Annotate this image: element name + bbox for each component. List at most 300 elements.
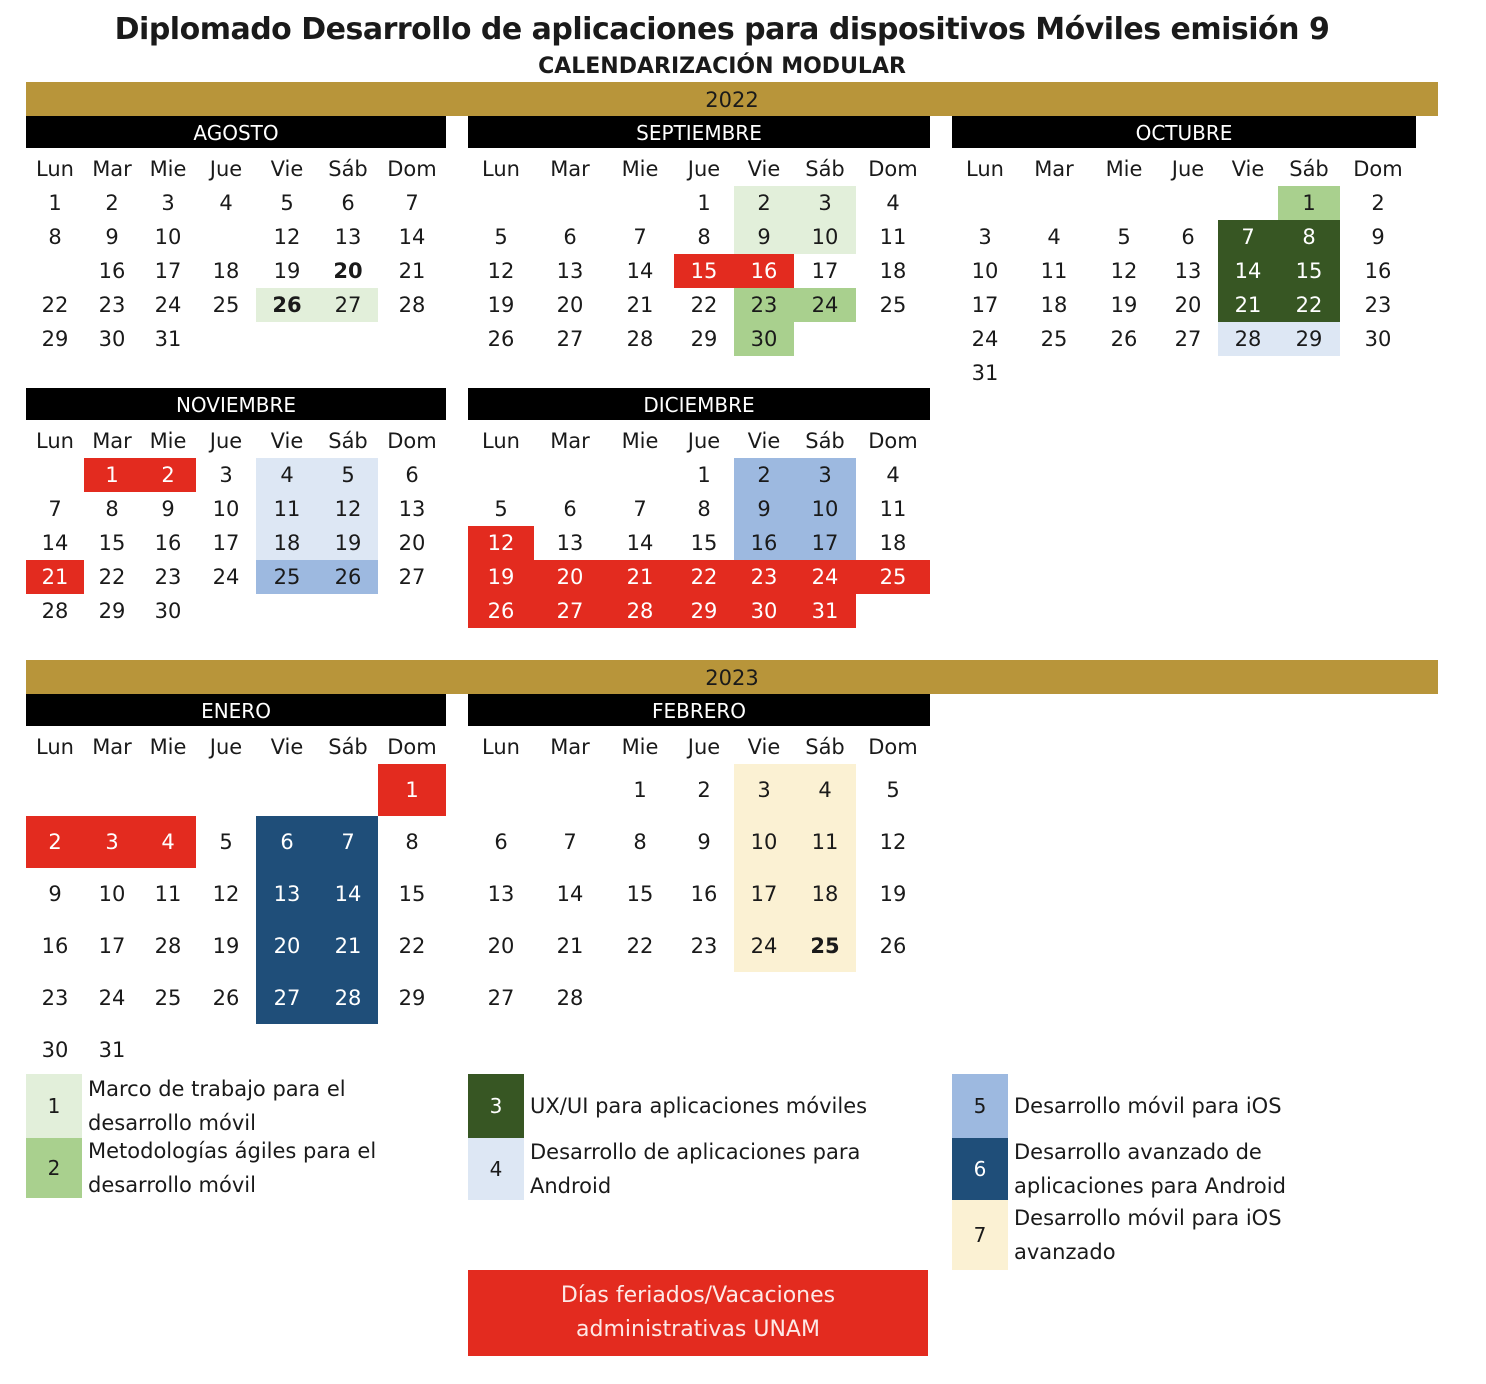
day-cell: 14 bbox=[626, 531, 654, 555]
day-cell: 23 bbox=[690, 934, 718, 958]
month-header-octubre: OCTUBRE bbox=[952, 116, 1416, 148]
day-cell: 5 bbox=[494, 225, 508, 249]
day-cell: 22 bbox=[398, 934, 426, 958]
legend-text bbox=[530, 1089, 867, 1123]
day-cell: 7 bbox=[318, 816, 378, 868]
day-cell: 27 bbox=[256, 972, 318, 1024]
day-cell: 8 bbox=[697, 225, 711, 249]
day-cell: 14 bbox=[556, 882, 584, 906]
day-header-agosto: Sáb bbox=[328, 157, 368, 181]
day-header-octubre: Mar bbox=[1034, 157, 1074, 181]
day-cell: 23 bbox=[98, 293, 126, 317]
day-cell bbox=[856, 594, 930, 628]
day-cell: 18 bbox=[256, 526, 318, 560]
day-cell: 16 bbox=[1364, 259, 1392, 283]
day-cell: 22 bbox=[674, 560, 734, 594]
day-cell: 1 bbox=[1278, 186, 1340, 220]
day-cell bbox=[26, 764, 84, 816]
legend-item-7 bbox=[952, 1200, 1412, 1270]
day-cell: 6 bbox=[341, 191, 355, 215]
day-header-febrero: Mar bbox=[550, 735, 590, 759]
day-cell bbox=[378, 322, 446, 356]
legend-text-line: desarrollo móvil bbox=[88, 1111, 256, 1135]
day-cell bbox=[468, 186, 534, 220]
day-cell bbox=[196, 594, 256, 628]
year-bar-2022: 2022 bbox=[26, 82, 1438, 116]
day-cell: 13 bbox=[256, 868, 318, 920]
day-cell: 3 bbox=[794, 186, 856, 220]
legend-text-line: avanzado bbox=[1014, 1240, 1116, 1264]
day-cell: 28 bbox=[606, 594, 674, 628]
day-cell: 12 bbox=[212, 882, 240, 906]
day-cell: 28 bbox=[626, 327, 654, 351]
legend-text-line: desarrollo móvil bbox=[88, 1173, 256, 1197]
day-cell: 14 bbox=[1218, 254, 1278, 288]
day-header-septiembre: Jue bbox=[687, 157, 721, 181]
day-cell: 21 bbox=[398, 259, 426, 283]
day-cell: 17 bbox=[794, 526, 856, 560]
day-cell: 3 bbox=[978, 225, 992, 249]
day-cell bbox=[378, 1024, 446, 1076]
holiday-legend-line-2: administrativas UNAM bbox=[576, 1317, 820, 1342]
legend-text-line: Desarrollo avanzado de bbox=[1014, 1140, 1262, 1164]
day-cell: 20 bbox=[398, 531, 426, 555]
legend-swatch: 6 bbox=[952, 1138, 1008, 1200]
legend-swatch: 5 bbox=[952, 1074, 1008, 1138]
legend-text bbox=[88, 1072, 346, 1140]
day-header-septiembre: Sáb bbox=[805, 157, 845, 181]
day-cell: 7 bbox=[563, 830, 577, 854]
day-cell bbox=[1278, 356, 1340, 390]
day-cell: 17 bbox=[98, 934, 126, 958]
day-cell: 24 bbox=[971, 327, 999, 351]
day-cell: 31 bbox=[971, 361, 999, 385]
day-cell bbox=[1218, 186, 1278, 220]
month-header-noviembre: NOVIEMBRE bbox=[26, 388, 446, 420]
day-header-septiembre: Dom bbox=[868, 157, 918, 181]
page-title: Diplomado Desarrollo de aplicaciones para dispositivos Móviles emisión 9 bbox=[114, 12, 1330, 47]
day-header-agosto: Lun bbox=[36, 157, 74, 181]
day-cell: 21 bbox=[26, 560, 84, 594]
day-cell: 12 bbox=[468, 526, 534, 560]
day-cell bbox=[256, 322, 318, 356]
day-cell: 3 bbox=[84, 816, 140, 868]
day-cell: 14 bbox=[398, 225, 426, 249]
day-cell: 27 bbox=[1174, 327, 1202, 351]
day-cell: 6 bbox=[494, 830, 508, 854]
legend-text-line: aplicaciones para Android bbox=[1014, 1174, 1286, 1198]
day-cell: 28 bbox=[556, 986, 584, 1010]
day-cell: 8 bbox=[48, 225, 62, 249]
day-header-febrero: Vie bbox=[747, 735, 781, 759]
day-cell: 7 bbox=[1218, 220, 1278, 254]
day-cell bbox=[1018, 186, 1090, 220]
day-cell bbox=[468, 764, 534, 816]
legend-text bbox=[530, 1135, 860, 1203]
day-cell: 4 bbox=[140, 816, 196, 868]
day-cell: 18 bbox=[879, 531, 907, 555]
legend-text-line: Marco de trabajo para el bbox=[88, 1077, 346, 1101]
day-cell bbox=[140, 764, 196, 816]
day-header-enero: Mar bbox=[92, 735, 132, 759]
day-cell: 4 bbox=[886, 463, 900, 487]
day-cell: 4 bbox=[794, 764, 856, 816]
day-cell: 8 bbox=[405, 830, 419, 854]
day-cell: 9 bbox=[105, 225, 119, 249]
holiday-legend-line-1: Días feriados/Vacaciones bbox=[560, 1283, 836, 1308]
month-header-febrero: FEBRERO bbox=[468, 694, 930, 726]
day-cell: 17 bbox=[811, 259, 839, 283]
day-cell: 20 bbox=[1174, 293, 1202, 317]
day-cell: 2 bbox=[140, 458, 196, 492]
day-cell bbox=[196, 322, 256, 356]
day-cell: 5 bbox=[494, 497, 508, 521]
day-cell bbox=[734, 972, 794, 1024]
day-cell: 15 bbox=[674, 254, 734, 288]
day-cell: 6 bbox=[1181, 225, 1195, 249]
day-cell: 9 bbox=[697, 830, 711, 854]
day-cell: 19 bbox=[468, 560, 534, 594]
day-header-febrero: Mie bbox=[621, 735, 659, 759]
day-cell bbox=[256, 764, 318, 816]
legend-text bbox=[88, 1134, 376, 1202]
day-cell bbox=[378, 594, 446, 628]
day-cell: 25 bbox=[212, 293, 240, 317]
day-cell bbox=[794, 322, 856, 356]
day-cell: 15 bbox=[626, 882, 654, 906]
day-cell: 15 bbox=[398, 882, 426, 906]
day-cell bbox=[606, 458, 674, 492]
day-cell bbox=[196, 220, 256, 254]
day-header-enero: Vie bbox=[270, 735, 304, 759]
day-cell: 27 bbox=[318, 288, 378, 322]
day-cell: 1 bbox=[697, 463, 711, 487]
day-cell bbox=[606, 186, 674, 220]
day-cell: 11 bbox=[154, 882, 182, 906]
day-cell: 19 bbox=[487, 293, 515, 317]
day-cell: 26 bbox=[468, 594, 534, 628]
legend-text-line: Desarrollo móvil para iOS bbox=[1014, 1206, 1282, 1230]
day-cell: 31 bbox=[794, 594, 856, 628]
legend-swatch: 7 bbox=[952, 1200, 1008, 1270]
day-cell: 15 bbox=[690, 531, 718, 555]
day-cell bbox=[1090, 356, 1158, 390]
day-cell: 14 bbox=[626, 259, 654, 283]
legend-item-3 bbox=[468, 1074, 928, 1138]
day-cell: 5 bbox=[280, 191, 294, 215]
month-header-diciembre: DICIEMBRE bbox=[468, 388, 930, 420]
day-cell: 28 bbox=[41, 599, 69, 623]
day-cell: 20 bbox=[333, 259, 363, 283]
day-cell: 18 bbox=[212, 259, 240, 283]
day-cell: 4 bbox=[219, 191, 233, 215]
day-cell: 29 bbox=[98, 599, 126, 623]
legend-text-line: Desarrollo de aplicaciones para bbox=[530, 1140, 861, 1164]
day-cell: 16 bbox=[734, 254, 794, 288]
day-cell: 5 bbox=[1117, 225, 1131, 249]
day-header-noviembre: Lun bbox=[36, 429, 74, 453]
day-cell: 26 bbox=[256, 288, 318, 322]
day-cell: 19 bbox=[318, 526, 378, 560]
day-cell: 19 bbox=[212, 934, 240, 958]
day-cell: 24 bbox=[734, 920, 794, 972]
day-cell: 9 bbox=[1371, 225, 1385, 249]
day-cell: 8 bbox=[105, 497, 119, 521]
legend-text bbox=[1014, 1135, 1286, 1203]
day-cell: 9 bbox=[48, 882, 62, 906]
day-cell: 25 bbox=[856, 560, 930, 594]
day-cell: 7 bbox=[405, 191, 419, 215]
day-cell: 10 bbox=[98, 882, 126, 906]
day-cell: 10 bbox=[212, 497, 240, 521]
day-cell bbox=[534, 186, 606, 220]
day-cell: 14 bbox=[41, 531, 69, 555]
day-cell: 29 bbox=[398, 986, 426, 1010]
day-cell: 28 bbox=[154, 934, 182, 958]
day-cell: 19 bbox=[879, 882, 907, 906]
legend-item-2 bbox=[26, 1138, 486, 1198]
day-cell: 25 bbox=[1040, 327, 1068, 351]
day-cell: 17 bbox=[734, 868, 794, 920]
day-header-octubre: Sáb bbox=[1289, 157, 1329, 181]
day-cell: 12 bbox=[487, 259, 515, 283]
day-cell: 26 bbox=[1110, 327, 1138, 351]
day-header-agosto: Mar bbox=[92, 157, 132, 181]
day-header-febrero: Dom bbox=[868, 735, 918, 759]
day-cell: 18 bbox=[1040, 293, 1068, 317]
day-cell: 30 bbox=[1364, 327, 1392, 351]
day-cell: 22 bbox=[1278, 288, 1340, 322]
day-cell bbox=[140, 1024, 196, 1076]
day-cell bbox=[1158, 186, 1218, 220]
day-cell: 27 bbox=[398, 565, 426, 589]
day-cell: 22 bbox=[41, 293, 69, 317]
day-cell: 29 bbox=[674, 594, 734, 628]
day-header-diciembre: Mar bbox=[550, 429, 590, 453]
day-cell: 12 bbox=[879, 830, 907, 854]
day-cell bbox=[318, 764, 378, 816]
day-cell: 6 bbox=[563, 497, 577, 521]
day-header-agosto: Dom bbox=[387, 157, 437, 181]
day-cell: 26 bbox=[487, 327, 515, 351]
day-cell: 27 bbox=[487, 986, 515, 1010]
day-cell: 30 bbox=[41, 1038, 69, 1062]
day-cell bbox=[534, 458, 606, 492]
day-header-diciembre: Mie bbox=[621, 429, 659, 453]
day-cell: 4 bbox=[256, 458, 318, 492]
day-cell bbox=[856, 972, 930, 1024]
day-cell: 6 bbox=[563, 225, 577, 249]
day-cell: 7 bbox=[633, 225, 647, 249]
day-header-febrero: Sáb bbox=[805, 735, 845, 759]
day-cell: 6 bbox=[256, 816, 318, 868]
day-cell bbox=[256, 1024, 318, 1076]
day-header-septiembre: Mie bbox=[621, 157, 659, 181]
day-header-septiembre: Lun bbox=[482, 157, 520, 181]
day-cell: 18 bbox=[879, 259, 907, 283]
day-cell: 26 bbox=[318, 560, 378, 594]
day-header-octubre: Vie bbox=[1231, 157, 1265, 181]
day-header-octubre: Jue bbox=[1171, 157, 1205, 181]
month-header-enero: ENERO bbox=[26, 694, 446, 726]
legend-swatch: 2 bbox=[26, 1138, 82, 1198]
day-cell: 12 bbox=[318, 492, 378, 526]
day-header-agosto: Jue bbox=[209, 157, 243, 181]
day-cell: 1 bbox=[48, 191, 62, 215]
day-cell: 16 bbox=[154, 531, 182, 555]
day-cell: 11 bbox=[879, 225, 907, 249]
day-cell: 12 bbox=[1110, 259, 1138, 283]
day-cell: 26 bbox=[212, 986, 240, 1010]
day-cell: 13 bbox=[556, 259, 584, 283]
legend-item-5 bbox=[952, 1074, 1412, 1138]
day-cell: 24 bbox=[154, 293, 182, 317]
day-cell: 30 bbox=[154, 599, 182, 623]
day-header-enero: Sáb bbox=[328, 735, 368, 759]
day-cell: 5 bbox=[886, 778, 900, 802]
day-cell: 26 bbox=[879, 934, 907, 958]
day-cell bbox=[84, 764, 140, 816]
day-cell: 13 bbox=[556, 531, 584, 555]
day-cell: 10 bbox=[154, 225, 182, 249]
day-header-noviembre: Mie bbox=[149, 429, 187, 453]
day-cell bbox=[318, 594, 378, 628]
day-header-octubre: Dom bbox=[1353, 157, 1403, 181]
day-cell: 3 bbox=[161, 191, 175, 215]
day-header-noviembre: Jue bbox=[209, 429, 243, 453]
day-cell: 5 bbox=[318, 458, 378, 492]
day-cell: 3 bbox=[219, 463, 233, 487]
day-header-octubre: Mie bbox=[1105, 157, 1143, 181]
day-cell: 13 bbox=[487, 882, 515, 906]
day-header-febrero: Lun bbox=[482, 735, 520, 759]
day-cell: 21 bbox=[626, 293, 654, 317]
day-cell: 30 bbox=[98, 327, 126, 351]
day-cell: 27 bbox=[534, 594, 606, 628]
day-cell: 29 bbox=[690, 327, 718, 351]
day-cell bbox=[794, 972, 856, 1024]
day-cell: 17 bbox=[971, 293, 999, 317]
day-cell: 10 bbox=[971, 259, 999, 283]
legend-swatch: 3 bbox=[468, 1074, 524, 1138]
legend-text bbox=[1014, 1089, 1282, 1123]
day-cell bbox=[318, 1024, 378, 1076]
day-cell: 1 bbox=[84, 458, 140, 492]
day-cell: 24 bbox=[212, 565, 240, 589]
day-cell: 13 bbox=[398, 497, 426, 521]
day-cell: 16 bbox=[734, 526, 794, 560]
day-cell: 23 bbox=[734, 288, 794, 322]
day-header-septiembre: Mar bbox=[550, 157, 590, 181]
day-cell bbox=[534, 764, 606, 816]
day-cell: 18 bbox=[794, 868, 856, 920]
legend-text-line: UX/UI para aplicaciones móviles bbox=[530, 1094, 868, 1118]
day-header-noviembre: Dom bbox=[387, 429, 437, 453]
day-cell: 31 bbox=[154, 327, 182, 351]
day-header-enero: Mie bbox=[149, 735, 187, 759]
day-cell: 2 bbox=[734, 458, 794, 492]
day-cell: 14 bbox=[318, 868, 378, 920]
day-cell: 25 bbox=[879, 293, 907, 317]
day-cell: 16 bbox=[98, 259, 126, 283]
day-cell: 30 bbox=[734, 322, 794, 356]
day-cell: 11 bbox=[879, 497, 907, 521]
day-cell: 11 bbox=[1040, 259, 1068, 283]
holiday-legend bbox=[468, 1270, 928, 1356]
day-cell: 16 bbox=[41, 934, 69, 958]
day-cell: 17 bbox=[154, 259, 182, 283]
day-cell: 24 bbox=[98, 986, 126, 1010]
day-cell: 7 bbox=[633, 497, 647, 521]
day-cell bbox=[952, 186, 1018, 220]
day-cell bbox=[856, 322, 930, 356]
day-cell: 22 bbox=[98, 565, 126, 589]
day-cell: 2 bbox=[26, 816, 84, 868]
day-cell: 4 bbox=[886, 191, 900, 215]
day-cell: 25 bbox=[154, 986, 182, 1010]
day-cell bbox=[318, 322, 378, 356]
day-header-diciembre: Sáb bbox=[805, 429, 845, 453]
day-cell: 2 bbox=[1371, 191, 1385, 215]
day-header-agosto: Mie bbox=[149, 157, 187, 181]
day-cell bbox=[196, 764, 256, 816]
legend-item-4 bbox=[468, 1138, 928, 1200]
day-cell: 30 bbox=[734, 594, 794, 628]
day-header-enero: Dom bbox=[387, 735, 437, 759]
day-cell: 29 bbox=[1278, 322, 1340, 356]
legend-text bbox=[1014, 1201, 1282, 1269]
day-cell: 28 bbox=[398, 293, 426, 317]
day-cell: 20 bbox=[487, 934, 515, 958]
day-cell: 1 bbox=[633, 778, 647, 802]
day-cell: 21 bbox=[556, 934, 584, 958]
day-cell: 22 bbox=[626, 934, 654, 958]
day-header-agosto: Vie bbox=[270, 157, 304, 181]
day-cell: 10 bbox=[734, 816, 794, 868]
day-cell: 8 bbox=[633, 830, 647, 854]
day-cell: 22 bbox=[690, 293, 718, 317]
day-cell: 20 bbox=[556, 293, 584, 317]
day-cell: 25 bbox=[256, 560, 318, 594]
day-cell: 19 bbox=[1110, 293, 1138, 317]
day-cell: 9 bbox=[734, 492, 794, 526]
day-header-noviembre: Mar bbox=[92, 429, 132, 453]
day-cell: 23 bbox=[41, 986, 69, 1010]
day-header-enero: Jue bbox=[209, 735, 243, 759]
day-cell bbox=[606, 972, 674, 1024]
day-cell bbox=[468, 458, 534, 492]
day-cell: 9 bbox=[161, 497, 175, 521]
year-bar-2023: 2023 bbox=[26, 660, 1438, 694]
legend-text-line: Metodologías ágiles para el bbox=[88, 1139, 377, 1163]
day-cell bbox=[674, 972, 734, 1024]
day-cell: 12 bbox=[273, 225, 301, 249]
day-cell bbox=[1090, 186, 1158, 220]
day-cell: 28 bbox=[1218, 322, 1278, 356]
day-cell: 23 bbox=[734, 560, 794, 594]
day-header-diciembre: Vie bbox=[747, 429, 781, 453]
day-header-septiembre: Vie bbox=[747, 157, 781, 181]
day-cell: 3 bbox=[794, 458, 856, 492]
day-cell: 15 bbox=[1278, 254, 1340, 288]
day-cell: 1 bbox=[378, 764, 446, 816]
day-cell: 5 bbox=[219, 830, 233, 854]
day-header-diciembre: Lun bbox=[482, 429, 520, 453]
day-header-diciembre: Jue bbox=[687, 429, 721, 453]
day-cell: 10 bbox=[794, 492, 856, 526]
day-cell bbox=[1218, 356, 1278, 390]
day-cell: 6 bbox=[405, 463, 419, 487]
